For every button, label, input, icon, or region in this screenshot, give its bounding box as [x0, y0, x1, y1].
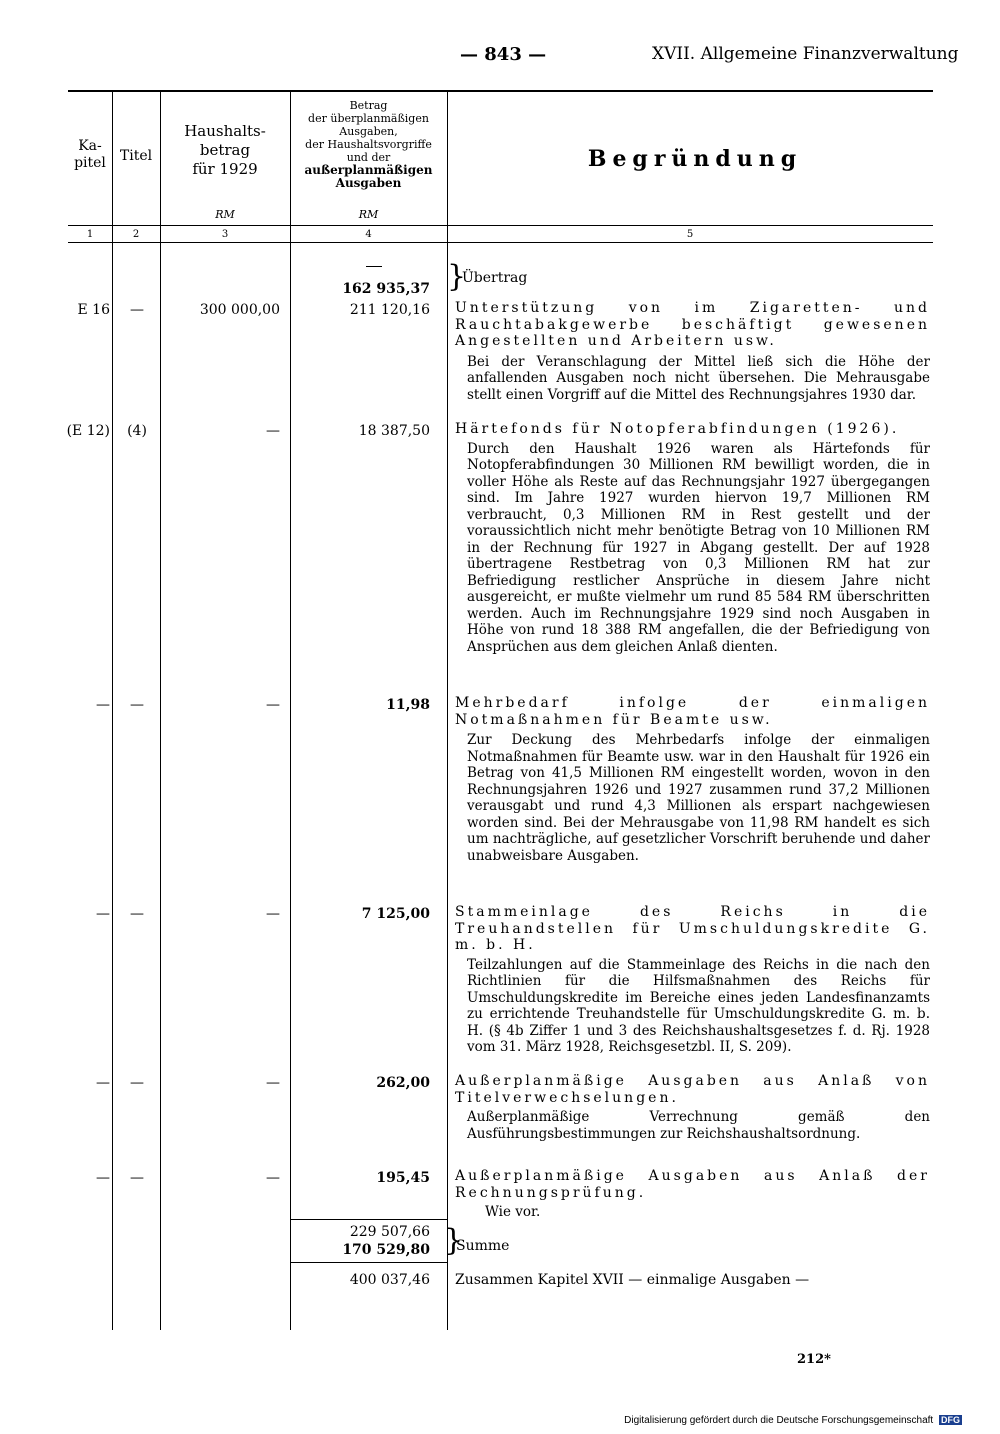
page-title: XVII. Allgemeine Finanzverwaltung [652, 44, 959, 64]
row3-titel: — [130, 697, 144, 713]
row4-amount: 7 125,00 [361, 906, 430, 922]
summe-amount-1: 229 507,66 [349, 1224, 430, 1240]
dfg-credit-text: Digitalisierung gefördert durch die Deutsche Forschungsgemeinschaft [624, 1415, 934, 1426]
dfg-credit [624, 1415, 962, 1426]
row2-body: Durch den Haushalt 1926 waren als Härtefonds für Notopferabfindungen 30 Millionen RM bewilligt worden, die in voller Höhe als Reste auf das Rechnungsjahr 1927 übergegangen sind. Im Jahre 1927 wurden hiervon 19,7 Millionen RM verbraucht, 0,3 Millionen RM in Rest gestellt und der voraussichtlich nicht mehr benötigte Betrag von 10 Millionen RM in der Rechnung für 1927 in Abgang gestellt. Der auf 1928 übertragene Restbetrag von 0,3 Millionen RM hat zur Befriedigung restlicher Ansprüche in diesem Jahre nicht ausgereicht, er mußte vielmehr um rund 85 584 RM überschritten werden. Auch im Rechnungsjahre 1929 sind noch Ausgaben in Höhe von rund 18 388 RM angefallen, die der Befriedigung von Ansprüchen aus dem gleichen Anlaß dienten. [467, 440, 930, 655]
row6-titel: — [130, 1170, 144, 1186]
col-number-2: 2 [132, 229, 140, 240]
row3-heading: Mehrbedarf infolge der einmaligen Notmaßnahmen für Beamte usw. [455, 695, 930, 728]
summe-brace: } [444, 1223, 464, 1258]
row6-haushalt: — [266, 1170, 280, 1186]
table-top-rule [68, 90, 933, 92]
row5-amount: 262,00 [376, 1075, 430, 1091]
row2-titel: (4) [127, 423, 147, 439]
column-number-rule-bottom [68, 242, 933, 243]
dfg-logo: DFG [941, 1415, 960, 1425]
col-header-unit-4: RM [358, 208, 379, 221]
row4-body: Teilzahlungen auf die Stammeinlage des Reichs in die nach den Richtlinien für die Hilfsmaßnahmen des Reichs für Umschuldungskredite im Bereiche eines jeden Landesfinanzamts zu errichtende Treuhandstelle für Umschuldungskredite G. m. b. H. (§ 4b Ziffer 1 und 3 des Reichshaushaltsgesetzes f. d. Rj. 1928 vom 31. März 1928, Reichsgesetzbl. II, S. 209). [467, 956, 930, 1055]
col-header-betrag-bold: außerplanmäßigen Ausgaben [304, 163, 433, 190]
uebertrag-dash [366, 266, 382, 267]
summe-label: Summe [456, 1238, 510, 1254]
row5-haushalt: — [266, 1075, 280, 1091]
col-header-kapitel: Ka- pitel [74, 138, 106, 171]
col-number-1: 1 [86, 229, 94, 240]
summe-amount-2: 170 529,80 [342, 1242, 430, 1258]
page-marker: 212* [797, 1352, 831, 1367]
row2-amount: 18 387,50 [358, 423, 430, 439]
row1-heading: Unterstützung von im Zigaretten- und Rauchtabakgewerbe beschäftigt gewesenen Angestellten und Arbeitern usw. [455, 300, 930, 349]
uebertrag-brace: } [447, 259, 467, 294]
row2-text [455, 421, 930, 655]
row1-body: Bei der Veranschlagung der Mittel ließ sich die Höhe der anfallenden Ausgaben noch nicht übersehen. Die Mehrausgabe stellt einen Vorgriff auf die Mittel des Rechnungsjahres 1930 dar. [467, 353, 930, 403]
row6-text [455, 1168, 930, 1221]
row5-text [455, 1073, 930, 1142]
col-header-betrag: Betrag der überplanmäßigen Ausgaben, der Haushaltsvorgriffe und der [305, 99, 432, 164]
col-number-5: 5 [686, 229, 694, 240]
row4-text [455, 904, 930, 1056]
col-number-4: 4 [365, 229, 372, 240]
zusammen-label: Zusammen Kapitel XVII — einmalige Ausgaben — [455, 1272, 810, 1288]
summe-rule-top [290, 1219, 447, 1220]
col-header-unit-3: RM [215, 208, 235, 221]
row2-heading: Härtefonds für Notopferabfindungen (1926). [455, 421, 900, 437]
row2-haushalt: — [266, 423, 280, 439]
row5-heading: Außerplanmäßige Ausgaben aus Anlaß von Titelverwechselungen. [455, 1073, 930, 1106]
col-header-titel: Titel [119, 148, 153, 164]
row1-titel: — [130, 302, 144, 318]
row3-haushalt: — [266, 697, 280, 713]
row3-amount: 11,98 [386, 697, 430, 713]
col-header-begruendung: Begründung [587, 146, 803, 172]
row1-text [455, 300, 930, 403]
row4-heading: Stammeinlage des Reichs in die Treuhandstellen für Umschuldungskredite G. m. b. H. [455, 904, 930, 953]
zusammen-amount: 400 037,46 [349, 1272, 430, 1288]
row6-amount: 195,45 [376, 1170, 430, 1186]
row6-heading: Außerplanmäßige Ausgaben aus Anlaß der Rechnungsprüfung. [455, 1168, 930, 1201]
row1-haushalt: 300 000,00 [199, 302, 280, 318]
row3-body: Zur Deckung des Mehrbedarfs infolge der einmaligen Notmaßnahmen für Beamte usw. war in den Haushalt für 1926 ein Betrag von 41,5 Millionen RM eingestellt worden, wovon in den Rechnungsjahren 1926 und 1927 zusammen rund 37,2 Millionen verausgabt und rund 4,3 Millionen als erspart nachgewiesen worden sind. Bei der Mehrausgabe von 11,98 RM handelt es sich um nachträgliche, auf gesetzlicher Vorschrift beruhende und daher unabweisbare Ausgaben. [467, 732, 930, 864]
row2-kapitel: (E 12) [66, 423, 110, 439]
col-header-haushalt: Haushalts- betrag für 1929 [184, 122, 266, 178]
row1-amount: 211 120,16 [349, 302, 430, 318]
row5-kapitel: — [96, 1075, 110, 1091]
row3-kapitel: — [96, 697, 110, 713]
row1-kapitel: E 16 [77, 302, 110, 318]
uebertrag-label: Übertrag [462, 270, 528, 286]
row6-body: Wie vor. [485, 1204, 541, 1220]
summe-rule-bottom [290, 1262, 447, 1263]
row4-haushalt: — [266, 906, 280, 922]
row3-text [455, 695, 930, 864]
row4-titel: — [130, 906, 144, 922]
row6-kapitel: — [96, 1170, 110, 1186]
row5-body: Außerplanmäßige Verrechnung gemäß den Ausführungsbestimmungen zur Reichshaushaltsordnung. [467, 1109, 930, 1142]
uebertrag-amount: 162 935,37 [342, 281, 430, 297]
col-number-3: 3 [221, 229, 229, 240]
column-number-rule-top [68, 225, 933, 226]
row5-titel: — [130, 1075, 144, 1091]
row4-kapitel: — [96, 906, 110, 922]
page-number: — 843 — [460, 44, 547, 65]
